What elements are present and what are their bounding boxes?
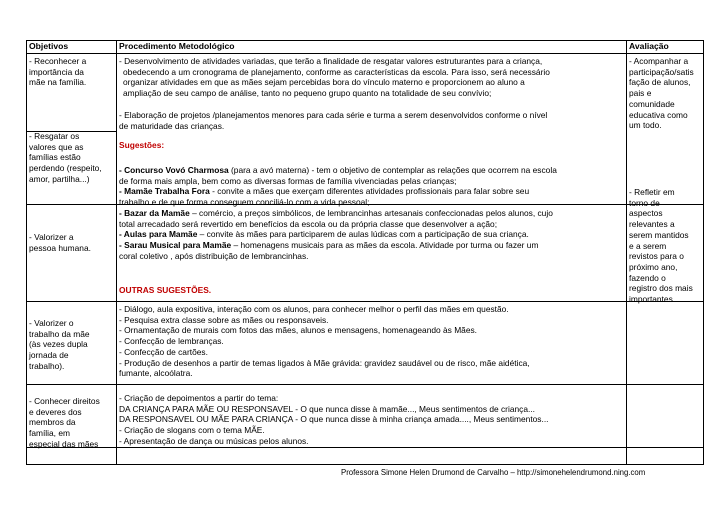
procedimento-projetos: - Elaboração de projetos /planejamentos menores para cada série e turma a serem desenvolvidos conforme o nível de maturidade das crianças. [119,110,548,131]
avaliacao-2: - Refletir em torno de aspectos relevantes a serem mantidos e a serem revistos para o próximo ano, fazendo o registro dos mais importantes. [629,187,693,305]
row-divider [27,447,703,448]
header-objetivos: Objetivos [29,41,69,51]
sugestoes-list: - Concurso Vovó Charmosa (para a avó materna) - tem o objetivo de contemplar as relações que ocorrem na escola de forma mais ampla, bem como as diversas formas de família vivenciadas pelas crianças; - Mamãe Trabalha Fora - convite a mães que exerçam diferentes atividades profissionais para falar sobre seu trabalho e de que forma conseguem conciliá-lo com a vida pessoal; - Bazar da Mamãe – comércio, a preços simbólicos, de lembrancinhas artesanais confeccionadas pelos alunos, cujo total arrecadado será revertido em benefícios da escola ou da própria classe que desenvolver a ação; - Aulas para Mamãe – convite às mães para participarem de aulas lúdicas com a participação de sua criança. - Sarau Musical para Mamãe – homenagens musicais para as mães da escola. Atividade por turma ou fazer um coral coletivo , após distribuição de lembrancinhas. [119,165,557,261]
procedimento-intro: - Desenvolvimento de atividades variadas, que terão a finalidade de resgatar valores estruturantes para a criança, obedecendo a um cronograma de planejamento, conforme as características da escola. Para isso, será necessário organizar atividades em que as mães sejam percebidas bora do vínculo materno e proporcionem ao aluno a ampliação de seu campo de análise, tanto no pequeno grupo quanto na totalidade de seu convívio; [119,56,550,99]
objetivo-3: - Valorizer a pessoa humana. [29,232,91,253]
objetivo-2: - Resgatar os valores que as famílias estão perdendo (respeito, amor, partilha...) [29,131,102,184]
row-divider [27,384,703,385]
row-divider [27,301,703,302]
column-divider [626,41,627,464]
depoimentos-list: - Criação de depoimentos a partir do tema: DA CRIANÇA PARA MÃE OU RESPONSAVEL - O que nunca disse à mamãe..., Meus sentimentos de criança... DA RESPONSAVEL OU MÃE PARA CRIANÇA - O que nunca disse à minha criança amada...., Meus sentimentos... - Criação de slogans com o tema MÃE. - Apresentação de dança ou músicas pelos alunos. [119,393,549,446]
header-procedimento: Procedimento Metodológico [119,41,235,51]
avaliacao-1: - Acompanhar a participação/satis fação de alunos, pais e comunidade educativa como um todo. [629,56,694,131]
objetivo-4: - Valorizer o trabalho da mãe (às vezes dupla jornada de trabalho). [29,318,90,371]
objetivo-5: - Conhecer direitos e deveres dos membros da família, em especial das mães [29,396,100,449]
header-divider [27,53,703,54]
header-avaliacao: Avaliação [629,41,669,51]
column-divider [116,41,117,464]
outras-sugestoes-list: - Diálogo, aula expositiva, interação com os alunos, para conhecer melhor o perfil das mães em questão. - Pesquisa extra classe sobre as mães ou responsaveis. - Ornamentação de murais com fotos das mães, alunos e mensagens, homenageando às Mães. - Confecção de lembranças. - Confecção de cartões. - Produção de desenhos a partir de temas ligados à Mãe grávida: gravidez saudável ou de risco, mãe aidética, fumante, alcoólatra. [119,304,530,379]
sugestoes-title: Sugestões: [119,140,165,150]
footer-credit: Professora Simone Helen Drumond de Carvalho – http://simonehelendrumond.ning.com [341,468,646,477]
outras-sugestoes-title: OUTRAS SUGESTÕES. [119,285,212,295]
objetivo-1: - Reconhecer a importância da mãe na família. [29,56,87,88]
